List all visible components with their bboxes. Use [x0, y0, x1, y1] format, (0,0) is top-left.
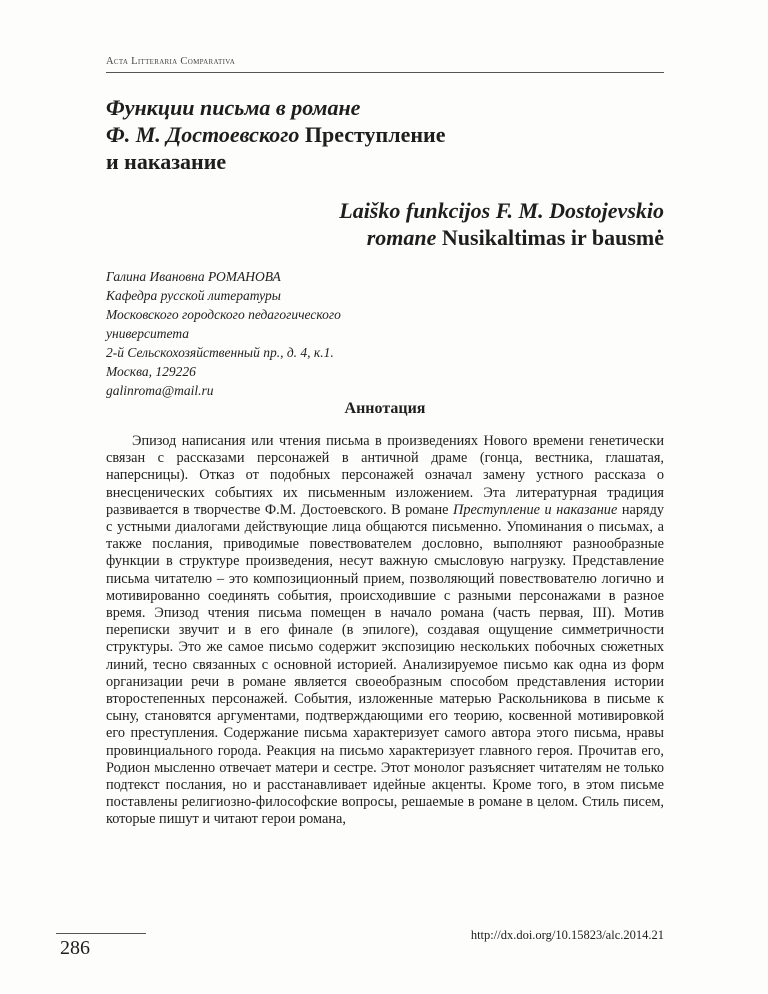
author-address: 2-й Сельскохозяйственный пр., д. 4, к.1.	[106, 345, 334, 360]
author-name: Галина Ивановна РОМАНОВА	[106, 269, 281, 284]
title-ru-novel: Преступление	[304, 122, 446, 147]
author-univ-line2: университета	[106, 326, 190, 341]
title-ru-line2	[106, 121, 526, 148]
author-block	[106, 267, 426, 400]
title-ru-author: Ф. М. Достоевского	[106, 122, 300, 147]
page-number: 286	[60, 937, 90, 959]
annotation-novel-title: Преступление и наказание	[453, 501, 618, 518]
title-ru-line1: Функции письма в романе	[106, 95, 361, 120]
title-lithuanian	[250, 197, 664, 251]
annotation-text-after: наряду с устными диалогами действующие лица общаются письменно. Упоминания о письмах, а также послания, приводимые повествователем дословно, выполняют разнообразные функции в структуре произведения, несут важную смысловую нагрузку. Представление письма читателю – это композиционный прием, позволяющий повествователю логично и мотивированно соединять события, происходившие с разными персонажами в разное время. Эпизод чтения письма помещен в начало романа (часть первая, III). Мотив переписки звучит и в его финале (в эпилоге), создавая ощущение симметричности структуры. Это же самое письмо содержит экспозицию нескольких побочных сюжетных линий, тесно связанных с основной историей. Анализируемое письмо как одна из форм организации речи в романе является своеобразным способом представления истории второстепенных персонажей. События, изложенные матерью Раскольникова в письме к сыну, становятся аргументами, подтверждающими его теорию, косвенной мотивировкой его преступления. Содержание письма характеризует самого автора этого письма, нравы провинциального города. Реакция на письмо характеризует главного героя. Прочитав его, Родион мысленно отвечает матери и сестре. Этот монолог разъясняет читателям не только подтекст послания, но и расстанавливает идейные акценты. Кроме того, в этом письме поставлены религиозно-философские вопросы, решаемые в романе в целом. Стиль писем, которые пишут и читают герои романа,	[106, 501, 665, 828]
title-ru-line3: и наказание	[106, 149, 227, 174]
author-city: Москва, 129226	[106, 364, 196, 379]
author-email[interactable]: galinroma@mail.ru	[106, 383, 214, 398]
annotation-text-before: Эпизод написания или чтения письма в произведениях Нового времени генетически связан с рассказами персонажей в античной драме (гонца, вестника, глашатая, наперсницы). Отказ от подобных персонажей означал замену устного рассказа о внесценических событиях их письменным изложением. Эта литературная традиция развивается в творчестве Ф.М. Достоевского. В романе	[106, 433, 664, 518]
annotation-paragraph	[106, 433, 664, 829]
annotation-heading: Аннотация	[344, 400, 426, 417]
author-univ-line1: Московского городского педагогического	[106, 307, 341, 322]
annotation-body	[106, 433, 664, 829]
title-lt-novel: Nusikaltimas ir bausmė	[441, 225, 664, 250]
title-lt-romane: romane	[366, 225, 437, 250]
title-lt-line1: Laiško funkcijos F. M. Dostojevskio	[339, 198, 664, 223]
footer-rule	[56, 933, 146, 934]
journal-header: Acta Litteraria Comparativa	[106, 56, 664, 73]
title-lt-line2	[250, 224, 664, 251]
title-russian	[106, 94, 526, 175]
doi-link[interactable]: http://dx.doi.org/10.15823/alc.2014.21	[470, 928, 664, 942]
author-dept: Кафедра русской литературы	[106, 288, 281, 303]
